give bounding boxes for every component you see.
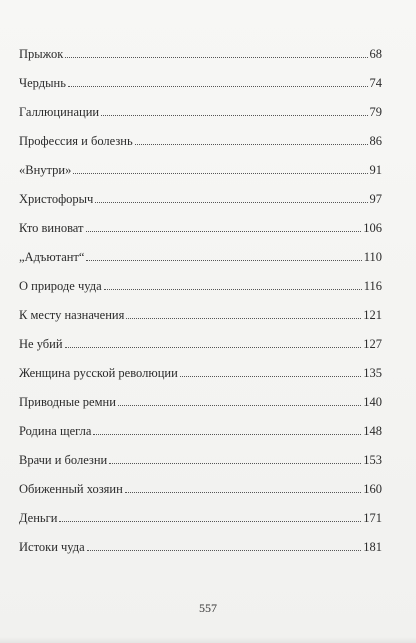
toc-entry-title: Кто виноват: [19, 220, 84, 235]
toc-dot-leader: [109, 462, 361, 464]
toc-dot-leader: [86, 259, 361, 261]
toc-entry: [19, 497, 382, 526]
toc-entry-title: Истоки чуда: [19, 539, 85, 554]
toc-entry-page: 106: [363, 220, 382, 235]
page-edge-shadow: [0, 637, 416, 643]
toc-entry: [19, 91, 382, 120]
toc-entry-page: 116: [363, 278, 382, 293]
toc-entry-title: О природе чуда: [19, 278, 102, 293]
toc-entry-page: 181: [363, 539, 382, 554]
toc-entry: [19, 468, 382, 497]
toc-dot-leader: [95, 201, 367, 203]
toc-dot-leader: [118, 404, 361, 406]
toc-entry-page: 79: [369, 104, 382, 119]
toc-entry: [19, 120, 382, 149]
toc-entry: [19, 381, 382, 410]
toc-entry-page: 171: [363, 510, 382, 525]
toc-dot-leader: [125, 491, 361, 493]
toc-dot-leader: [135, 143, 368, 145]
toc-dot-leader: [101, 114, 367, 116]
toc-entry-title: Не убий: [19, 336, 63, 351]
toc-dot-leader: [93, 433, 361, 435]
toc-entry-title: К месту назначения: [19, 307, 125, 322]
toc-entry: [19, 62, 382, 91]
toc-entry: [19, 265, 382, 294]
toc-entry-page: 160: [363, 481, 382, 496]
toc-entry: [19, 33, 382, 62]
toc-dot-leader: [104, 288, 362, 290]
toc-entry-title: Прыжок: [19, 46, 64, 61]
toc-dot-leader: [180, 375, 361, 377]
toc-entry-page: 68: [369, 46, 382, 61]
toc-entry-title: Христофорыч: [19, 191, 94, 206]
toc-entry: [19, 178, 382, 207]
toc-entry: [19, 323, 382, 352]
toc-entry-page: 135: [363, 365, 382, 380]
toc-dot-leader: [73, 172, 367, 174]
toc-dot-leader: [86, 230, 362, 232]
toc-entry-title: Женщина русской революции: [19, 365, 178, 380]
toc-entry-page: 86: [369, 133, 382, 148]
toc-dot-leader: [68, 85, 368, 87]
toc-entry-title: Врачи и болезни: [19, 452, 108, 467]
toc-entry-title: Профессия и болезнь: [19, 133, 133, 148]
toc-entry-title: Родина щегла: [19, 423, 92, 438]
toc-entry-title: Приводные ремни: [19, 394, 116, 409]
toc-entry-page: 148: [363, 423, 382, 438]
toc-entry-page: 110: [363, 249, 382, 264]
toc-entry: [19, 149, 382, 178]
toc-dot-leader: [87, 549, 362, 551]
toc-entry-title: «Внутри»: [19, 162, 72, 177]
toc-entry-page: 121: [363, 307, 382, 322]
toc-entry: [19, 207, 382, 236]
toc-entry: [19, 439, 382, 468]
toc-entry-title: Деньги: [19, 510, 58, 525]
toc-entry: [19, 526, 382, 555]
toc-entry: [19, 236, 382, 265]
toc-entry: [19, 410, 382, 439]
toc-entry-title: Чердынь: [19, 75, 66, 90]
toc-dot-leader: [65, 56, 367, 58]
toc-entry: [19, 294, 382, 323]
toc-entry-page: 91: [369, 162, 382, 177]
toc-dot-leader: [59, 520, 361, 522]
toc-entry-title: Галлюцинации: [19, 104, 100, 119]
toc-dot-leader: [126, 317, 361, 319]
toc-entry-page: 153: [363, 452, 382, 467]
toc-entry-page: 74: [369, 75, 382, 90]
toc-entry-page: 127: [363, 336, 382, 351]
toc-entry-page: 140: [363, 394, 382, 409]
toc-dot-leader: [65, 346, 362, 348]
toc-entry-page: 97: [369, 191, 382, 206]
page-number: 557: [199, 601, 217, 615]
table-of-contents: [19, 33, 382, 555]
toc-entry-title: „Адъютант“: [19, 249, 85, 264]
toc-entry: [19, 352, 382, 381]
toc-entry-title: Обиженный хозяин: [19, 481, 123, 496]
